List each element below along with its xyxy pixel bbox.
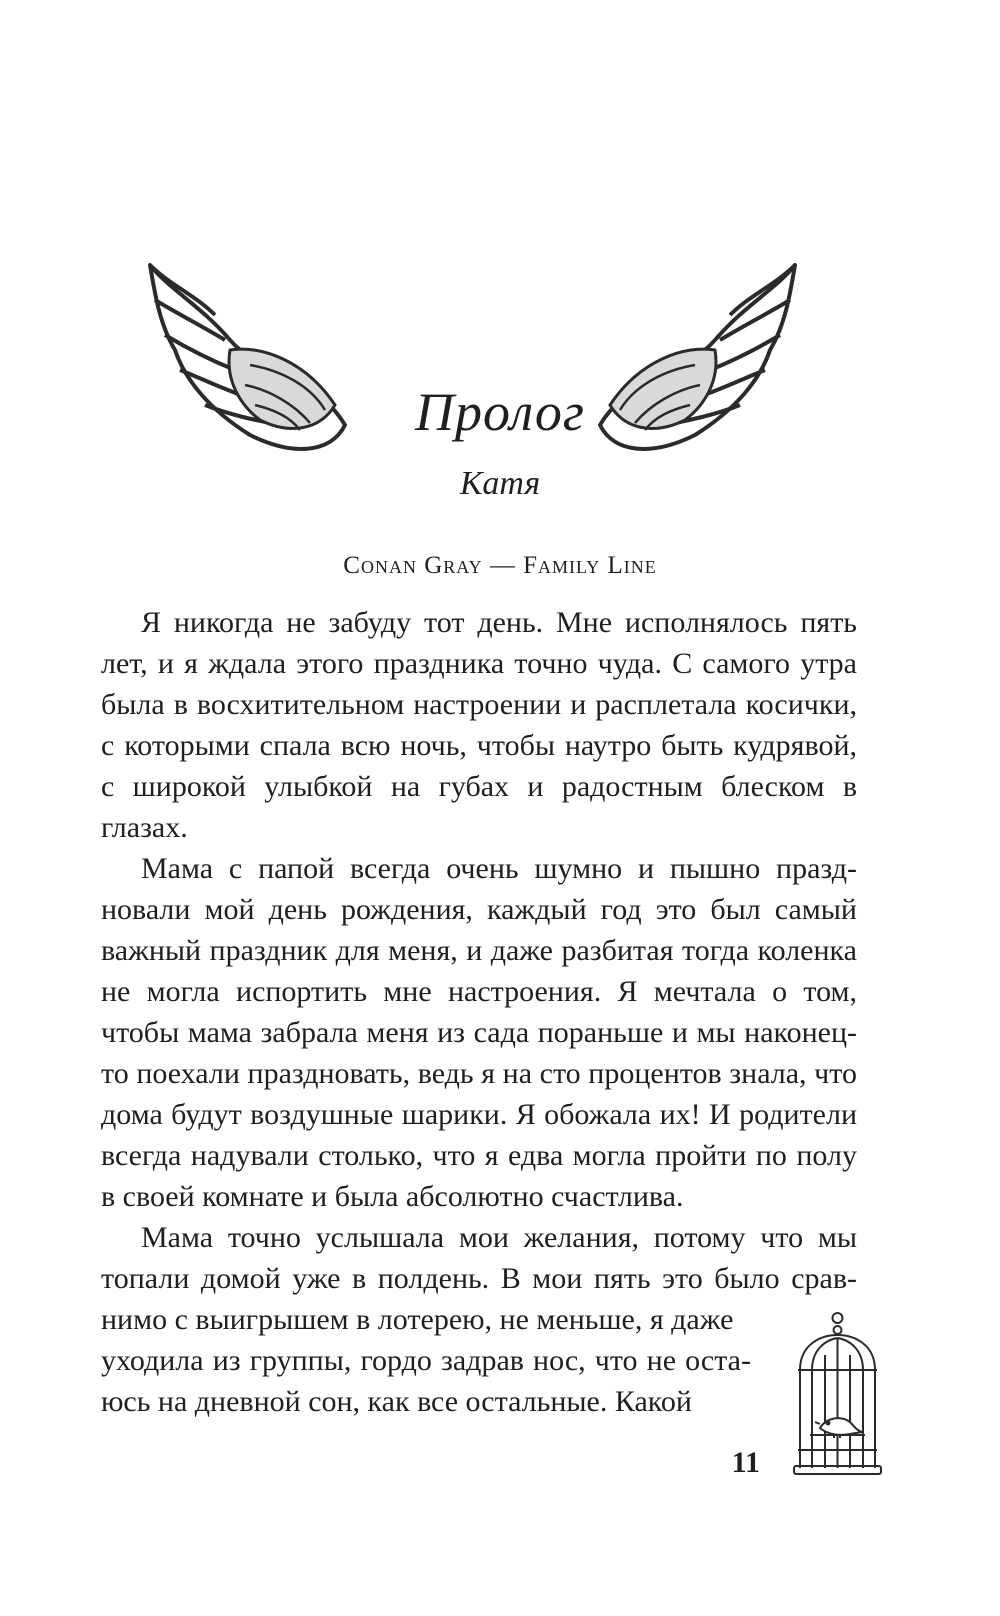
chapter-song: Conan Gray — Family Line — [343, 552, 657, 579]
paragraph-3-start: Мама точно услышала мои желания, потому что мы топали домой уже в полдень. В мои пять это было сравнимо с выигрышем в лотерею, не меньше, я даже — [101, 1221, 857, 1336]
paragraph-1: Я никогда не забуду тот день. Мне исполнялось пять лет, и я ждала этого праздника точно чуда. С самого утра была в восхитительном настроении и расплетала косички, с которыми спала всю ночь, чтобы наутро быть кудрявой, с широкой улыбкой на губах и радостным блеском в глазах. — [101, 606, 857, 844]
chapter-header — [0, 255, 1000, 515]
chapter-title: Пролог — [415, 382, 585, 442]
birdcage-icon — [790, 1310, 885, 1480]
page-number: 11 — [731, 1446, 760, 1479]
paragraph-2: Мама с папой всегда очень шумно и пышно праздновали мой день рождения, каждый год это был самый важный праздник для меня, и даже разбитая тогда коленка не могла испортить мне настроения. Я мечтала о том, чтобы мама забрала меня из сада пораньше и мы наконец-то поехали праздновать, ведь я на сто процентов знала, что дома будут воздушные шарики. Я обожала их! И родители всегда надували столько, что я едва могла пройти по полу в своей комнате и была абсолютно счастлива. — [101, 852, 857, 1213]
paragraph-3-continued: уходила из группы, гордо задрав нос, что не остаюсь на дневной сон, как все остальные. Какой — [101, 1344, 751, 1418]
chapter-narrator: Катя — [459, 465, 541, 502]
chapter-body — [101, 602, 857, 1422]
